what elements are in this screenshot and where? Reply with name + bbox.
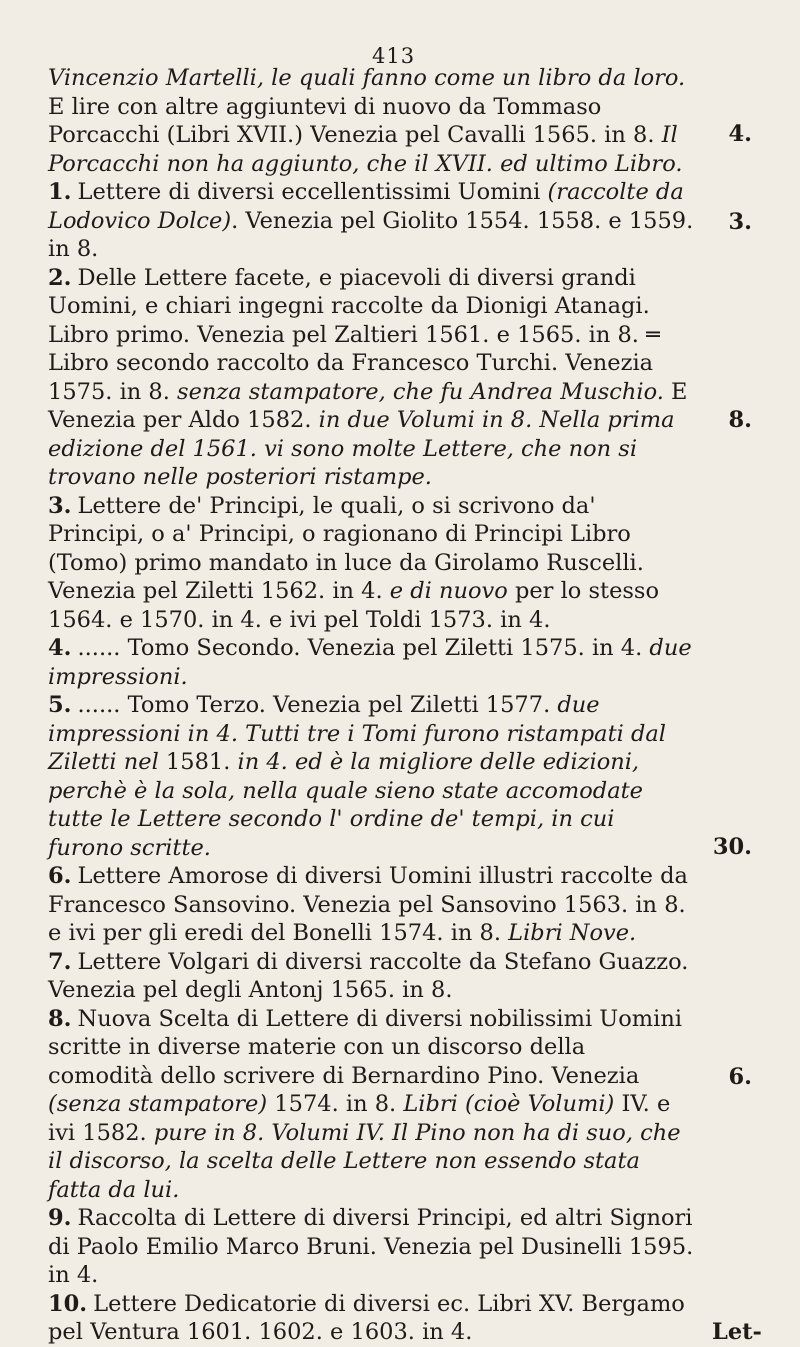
entry-text — [48, 634, 752, 691]
entry-italic-2: in due Volumi in 8. Nella prima edizione del 1561. vi sono molte Lettere, che non si trovano nelle posteriori ristampe. — [48, 407, 675, 490]
entry-number: 7. — [48, 948, 72, 975]
catalog-entry — [48, 492, 752, 635]
entry-text — [48, 1005, 752, 1205]
catalog-entry — [48, 1005, 752, 1205]
entry-italic: (senza stampatore) — [48, 1091, 268, 1117]
entry-text — [48, 178, 752, 264]
entry-body-2: E Venezia per Aldo 1582. — [48, 378, 688, 433]
entry-price: 3. — [728, 209, 752, 235]
entry-number: 10. — [48, 1290, 88, 1317]
page-content — [48, 64, 762, 1347]
entry-italic: e di nuovo — [389, 578, 508, 604]
entry-body: Lettere Dedicatorie di diversi ec. Libri XV. Bergamo pel Ventura 1601. 1602. e 1603. in 4. — [48, 1290, 685, 1345]
entry-body: Lettere de' Principi, le quali, o si scrivono da' Principi, o a' Principi, o ragionano di Principi Libro (Tomo) primo mandato in luce da Girolamo Ruscelli. Venezia pel Ziletti 1562. in 4. — [48, 492, 644, 604]
entry-body: Nuova Scelta di Lettere di diversi nobilissimi Uomini scritte in diverse materie con un discorso della comodità dello scrivere di Bernardino Pino. Venezia — [48, 1005, 683, 1089]
intro-text — [48, 64, 752, 178]
entry-italic-3: pure in 8. Volumi IV. Il Pino non ha di suo, che il discorso, la scelta delle Lettere non essendo stata fatta da lui. — [48, 1119, 681, 1203]
entry-body: ...... Tomo Terzo. Venezia pel Ziletti 1577. — [77, 692, 558, 718]
entry-price: 30. — [712, 834, 752, 860]
entry-number: 5. — [48, 692, 72, 718]
entry-body-2: 1581. — [158, 749, 238, 775]
intro-paragraph — [48, 64, 752, 178]
catalog-entry — [48, 1290, 762, 1347]
entry-body-2: . Venezia pel Giolito 1554. 1558. e 1559. in 8. — [48, 207, 694, 262]
entry-body: Lettere Amorose di diversi Uomini illustri raccolte da Francesco Sansovino. Venezia pel Sansovino 1563. in 8. e ivi per gli eredi del Bonelli 1574. in 8. — [48, 863, 688, 946]
intro-italic: , le quali fanno come un libro da loro. — [256, 65, 686, 91]
entry-price: 6. — [728, 1063, 752, 1090]
entry-text — [48, 1204, 752, 1290]
catalog-entry — [48, 178, 752, 264]
intro-price: 4. — [728, 121, 752, 147]
entry-number: 4. — [48, 635, 72, 661]
entry-number: 1. — [48, 179, 72, 205]
entry-body-2: per lo stesso 1564. e 1570. in 4. e ivi pel Toldi 1573. in 4. — [48, 578, 660, 633]
entry-text — [48, 1290, 762, 1347]
catalog-entry — [48, 862, 752, 948]
entry-italic: (raccolte da Lodovico Dolce) — [48, 179, 684, 234]
entry-number: 3. — [48, 492, 72, 519]
entry-body: ...... Tomo Secondo. Venezia pel Ziletti 1575. in 4. — [77, 635, 650, 661]
entry-price: 8. — [728, 406, 752, 433]
entry-body: Delle Lettere facete, e piacevoli di diversi grandi Uomini, e chiari ingegni raccolte da Dionigi Atanagi. Libro primo. Venezia pel Zaltieri 1561. e 1565. in 8. ═ Libro secondo raccolto da Francesco Turchi. Venezia 1575. in 8. — [48, 264, 660, 405]
catalog-entry — [48, 1204, 752, 1290]
entry-text — [48, 691, 752, 862]
entry-italic: Libri Nove. — [508, 920, 637, 946]
catalog-entry — [48, 948, 752, 1005]
intro-note: Il Porcacchi non ha aggiunto, che il XVII. ed ultimo Libro. — [48, 122, 683, 177]
catchword: Let- — [712, 1318, 762, 1345]
intro-author: Vincenzio Martelli — [48, 65, 257, 91]
entry-body: Lettere di diversi eccellentissimi Uomini — [77, 179, 548, 205]
entry-italic-2: Libri (cioè Volumi) — [403, 1091, 615, 1117]
catalog-entry — [48, 264, 752, 492]
page-number: 413 — [372, 44, 416, 68]
entry-text — [48, 862, 752, 948]
entry-body: Raccolta di Lettere di diversi Principi, ed altri Signori di Paolo Emilio Marco Bruni. Venezia pel Dusinelli 1595. in 4. — [48, 1205, 694, 1288]
catalog-entry — [48, 691, 752, 862]
intro-body: E lire con altre aggiuntevi di nuovo da Tommaso Porcacchi (Libri XVII.) Venezia pel Cavalli 1565. in 8. — [48, 93, 662, 148]
entry-body-3: IV. e ivi 1582. — [48, 1091, 671, 1146]
entry-italic-2: in 4. ed è la migliore delle edizioni, perchè è la sola, nella quale sieno state accomodate tutte le Lettere secondo l' ordine de' tempi, in cui furono scritte. — [48, 749, 643, 861]
entry-italic: due impressioni in 4. Tutti tre i Tomi furono ristampati dal Ziletti nel — [48, 692, 666, 775]
entry-number: 6. — [48, 863, 72, 889]
entry-number: 2. — [48, 264, 72, 291]
entry-body: Lettere Volgari di diversi raccolte da Stefano Guazzo. Venezia pel degli Antonj 1565. in 8. — [48, 948, 689, 1003]
entry-italic: senza stampatore, che fu Andrea Muschio. — [177, 378, 664, 405]
entry-text — [48, 264, 752, 492]
entry-number: 8. — [48, 1005, 72, 1032]
entry-italic: due impressioni. — [48, 635, 692, 690]
entry-body-2: 1574. in 8. — [267, 1091, 404, 1117]
catalog-entry — [48, 634, 752, 691]
entry-text — [48, 948, 752, 1005]
entry-text — [48, 492, 752, 635]
entry-number: 9. — [48, 1205, 72, 1231]
